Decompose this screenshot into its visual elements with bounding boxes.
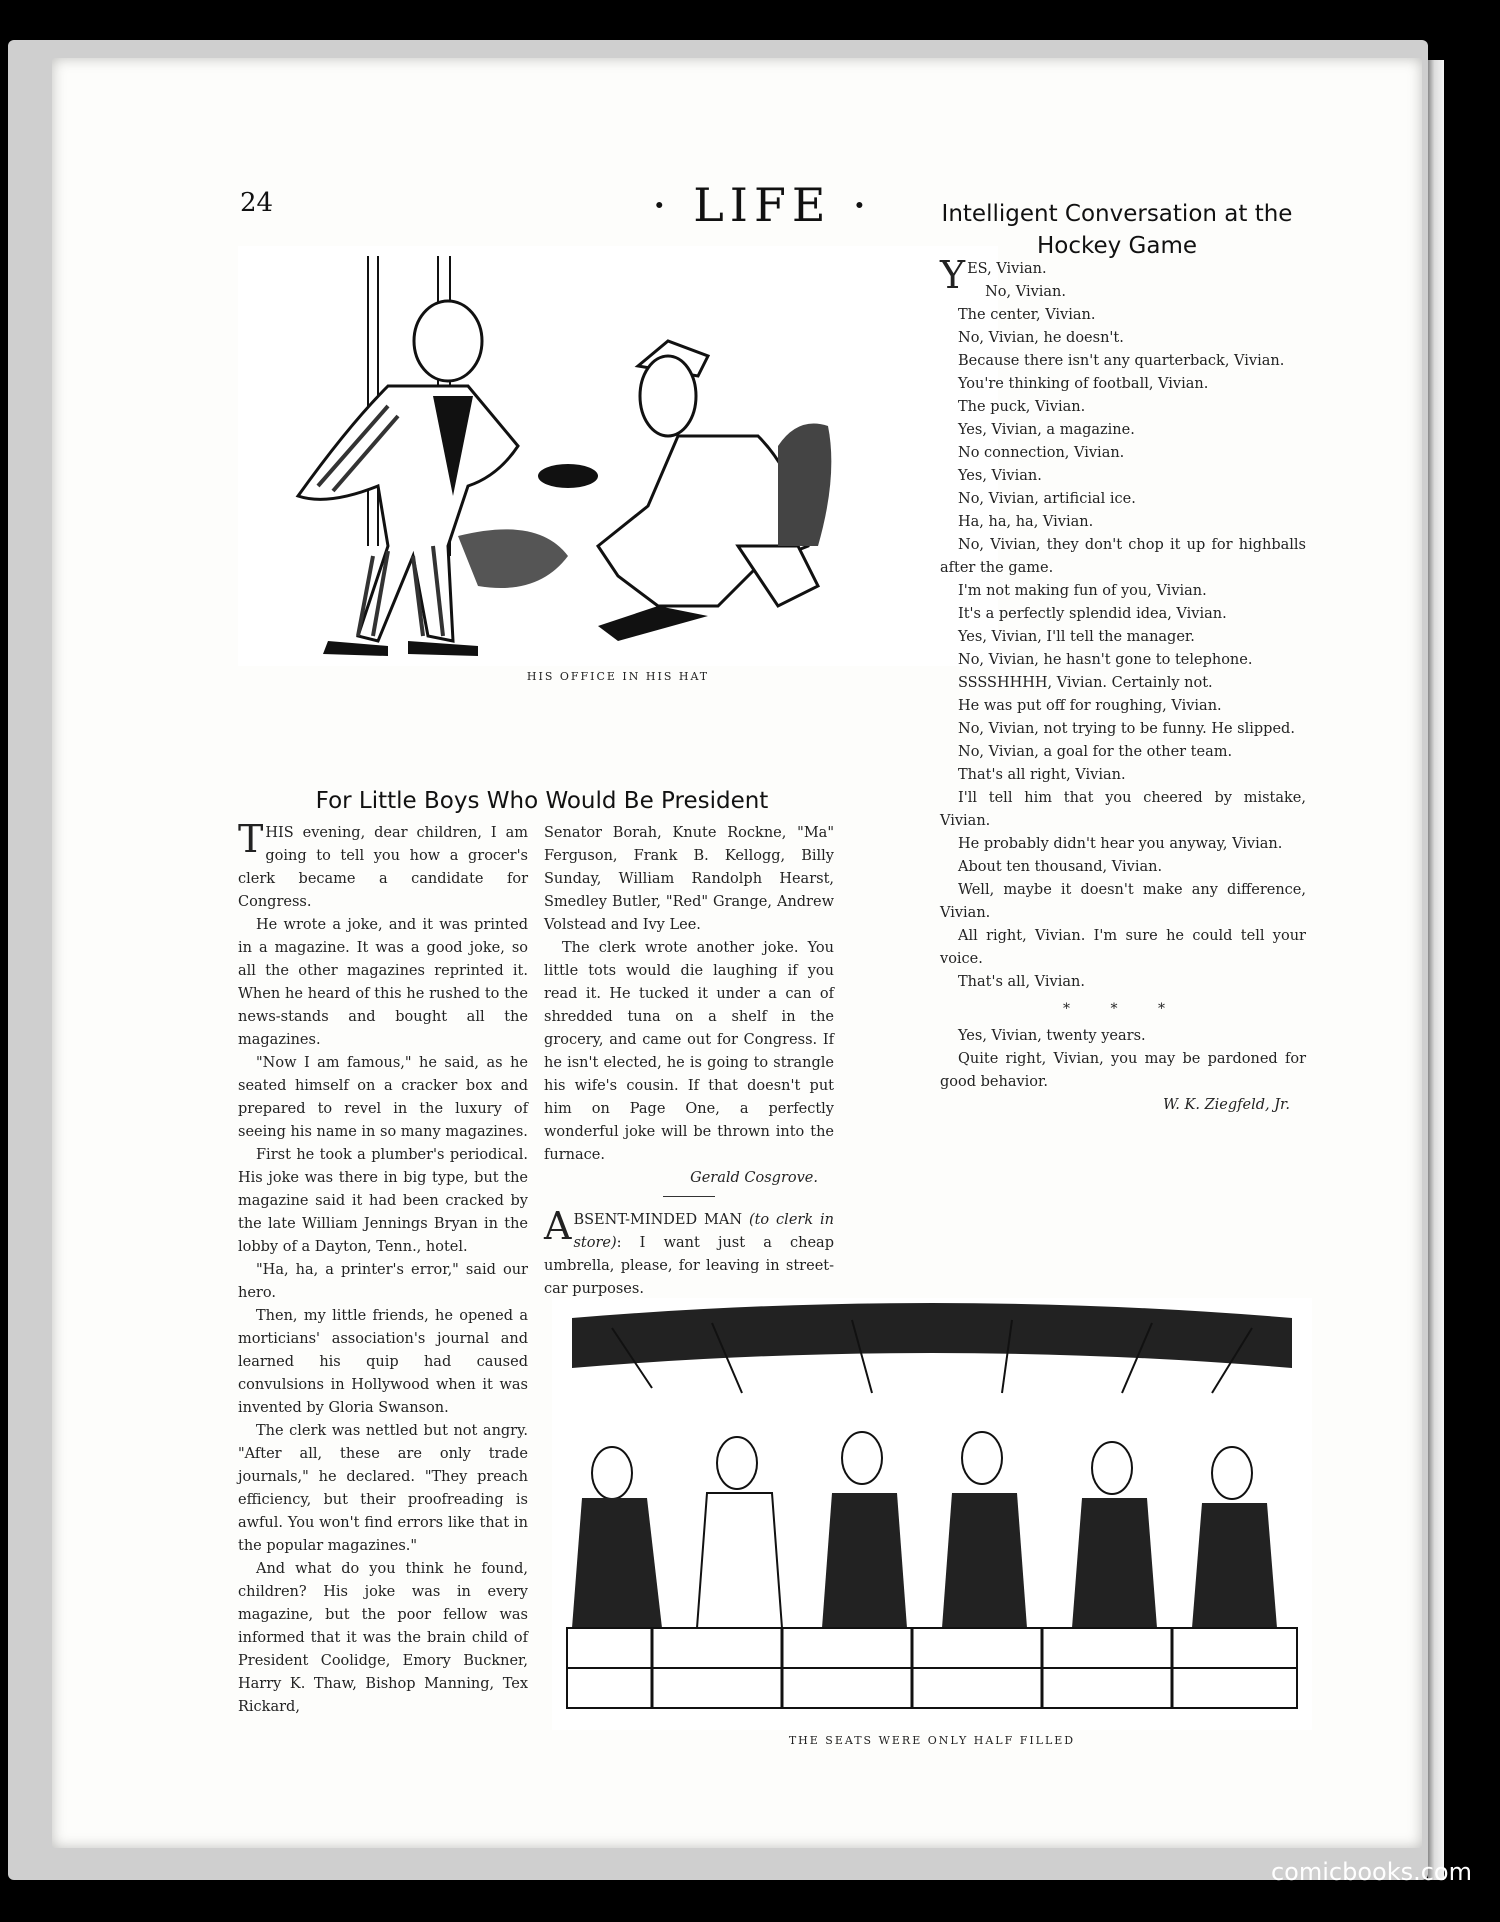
hockey-line: Yes, Vivian. bbox=[958, 468, 1042, 484]
hockey-line: Yes, Vivian, I'll tell the manager. bbox=[958, 629, 1195, 645]
hockey-dropcap: Y bbox=[940, 253, 966, 297]
hockey-line: No, Vivian, a goal for the other team. bbox=[958, 744, 1233, 760]
hockey-separator: * * * bbox=[1063, 1001, 1183, 1017]
hockey-line: That's all, Vivian. bbox=[958, 974, 1085, 990]
boys-paragraph: And what do you think he found, children? His joke was in every magazine, but the poor fellow was informed that it was the brain child of President Coolidge, Emory Buckner, Harry K. Thaw, Bishop Manning, Tex Rickard, bbox=[238, 1561, 528, 1715]
absent-text: : I want just a cheap umbrella, please, for leaving in street-car purposes. bbox=[544, 1235, 834, 1297]
top-illustration-caption: HIS OFFICE IN HIS HAT bbox=[526, 670, 710, 683]
watermark: comicbooks.com bbox=[1270, 1858, 1472, 1886]
cartoon-drawing bbox=[238, 246, 998, 666]
hockey-line: You're thinking of football, Vivian. bbox=[958, 376, 1209, 392]
boys-paragraph: First he took a plumber's periodical. His joke was there in big type, but the magazine said it had been cracked by the late William Jennings Bryan in the lobby of a Dayton, Tenn., hotel. bbox=[238, 1147, 528, 1255]
absent-dropcap: A bbox=[544, 1204, 572, 1248]
hockey-line: All right, Vivian. I'm sure he could tell your voice. bbox=[940, 928, 1306, 967]
boys-paragraph: "Now I am famous," he said, as he seated himself on a cracker box and prepared to revel in the luxury of seeing his name in so many magazines. bbox=[238, 1055, 528, 1140]
hockey-title: Intelligent Conversation at the Hockey Game bbox=[941, 201, 1293, 259]
hockey-after-line: Quite right, Vivian, you may be pardoned for good behavior. bbox=[940, 1051, 1306, 1090]
boys-column-1 bbox=[238, 817, 528, 1719]
hockey-line: Ha, ha, ha, Vivian. bbox=[958, 514, 1094, 530]
hockey-line: Because there isn't any quarterback, Vivian. bbox=[958, 353, 1285, 369]
section-divider bbox=[663, 1196, 715, 1197]
hockey-line: Yes, Vivian, a magazine. bbox=[958, 422, 1135, 438]
theater-seats-drawing bbox=[552, 1298, 1312, 1730]
hockey-line: About ten thousand, Vivian. bbox=[958, 859, 1163, 875]
boys-title: For Little Boys Who Would Be President bbox=[315, 788, 769, 814]
hockey-line: SSSSHHHH, Vivian. Certainly not. bbox=[958, 675, 1213, 691]
hockey-line: I'll tell him that you cheered by mistake, Vivian. bbox=[940, 790, 1306, 829]
top-illustration bbox=[238, 246, 998, 683]
boys-paragraph: The clerk wrote another joke. You little tots would die laughing if you read it. He tucked it under a can of shredded tuna on a shelf in the grocery, and came out for Congress. If he isn't elected, he is going to strangle his wife's cousin. If that doesn't put him on Page One, a perfectly wonderful joke will be thrown into the furnace. bbox=[544, 940, 834, 1163]
hockey-line: No, Vivian, he hasn't gone to telephone. bbox=[958, 652, 1253, 668]
hockey-line: No connection, Vivian. bbox=[958, 445, 1125, 461]
hockey-line: It's a perfectly splendid idea, Vivian. bbox=[958, 606, 1227, 622]
absent-minded-paragraph bbox=[544, 1204, 834, 1301]
hockey-line: No, Vivian, not trying to be funny. He slipped. bbox=[958, 721, 1295, 737]
hockey-signature: W. K. Ziegfeld, Jr. bbox=[1162, 1097, 1290, 1113]
hockey-lines bbox=[940, 253, 1306, 994]
hockey-line: The puck, Vivian. bbox=[958, 399, 1086, 415]
absent-aside: (to clerk in store) bbox=[573, 1212, 834, 1251]
boys-paragraph: The clerk was nettled but not angry. "After all, these are only trade journals," he declared. "They preach efficiency, but their proofreading is awful. You won't find errors like that in the popular magazines." bbox=[238, 1423, 528, 1554]
hockey-line: That's all right, Vivian. bbox=[958, 767, 1126, 783]
hockey-article bbox=[940, 253, 1306, 1117]
masthead: · LIFE · bbox=[652, 178, 873, 232]
hockey-line: No, Vivian, they don't chop it up for highballs after the game. bbox=[940, 537, 1306, 576]
hockey-line: No, Vivian, he doesn't. bbox=[958, 330, 1124, 346]
boys-signature: Gerald Cosgrove. bbox=[690, 1170, 818, 1186]
hockey-line: He was put off for roughing, Vivian. bbox=[958, 698, 1222, 714]
page-fold bbox=[1428, 60, 1444, 1880]
boys-dropcap: T bbox=[238, 817, 264, 861]
bottom-illustration bbox=[552, 1298, 1312, 1747]
magazine-page bbox=[52, 58, 1422, 1848]
hockey-line: The center, Vivian. bbox=[958, 307, 1096, 323]
boys-column-2 bbox=[544, 822, 834, 1301]
boys-paragraph: He wrote a joke, and it was printed in a magazine. It was a good joke, so all the other magazines reprinted it. When he heard of this he rushed to the news-stands and bought all the magazines. bbox=[238, 917, 528, 1048]
hockey-line: No, Vivian. bbox=[985, 284, 1067, 300]
hockey-line: I'm not making fun of you, Vivian. bbox=[958, 583, 1207, 599]
bottom-illustration-caption: THE SEATS WERE ONLY HALF FILLED bbox=[788, 1734, 1076, 1747]
hockey-line-0-text: ES, Vivian. bbox=[967, 261, 1047, 277]
boys-paragraph-0-text: HIS evening, dear children, I am going to tell you how a grocer's clerk became a candidate for Congress. bbox=[238, 825, 528, 910]
boys-paragraph: "Ha, ha, a printer's error," said our hero. bbox=[238, 1262, 528, 1301]
boys-paragraph bbox=[238, 817, 528, 914]
boys-paragraph: Senator Borah, Knute Rockne, "Ma" Ferguson, Frank B. Kellogg, Billy Sunday, William Randolph Hearst, Smedley Butler, "Red" Grange, Andrew Volstead and Ivy Lee. bbox=[544, 825, 834, 933]
hockey-line: Well, maybe it doesn't make any difference, Vivian. bbox=[940, 882, 1306, 921]
hockey-line: He probably didn't hear you anyway, Vivian. bbox=[958, 836, 1283, 852]
boys-paragraph: Then, my little friends, he opened a morticians' association's journal and learned his quip had caused convulsions in Hollywood when it was invented by Gloria Swanson. bbox=[238, 1308, 528, 1416]
absent-lead: BSENT-MINDED MAN bbox=[573, 1212, 743, 1228]
hockey-after-line: Yes, Vivian, twenty years. bbox=[958, 1028, 1146, 1044]
page-number: 24 bbox=[240, 188, 274, 218]
hockey-line: No, Vivian, artificial ice. bbox=[958, 491, 1136, 507]
